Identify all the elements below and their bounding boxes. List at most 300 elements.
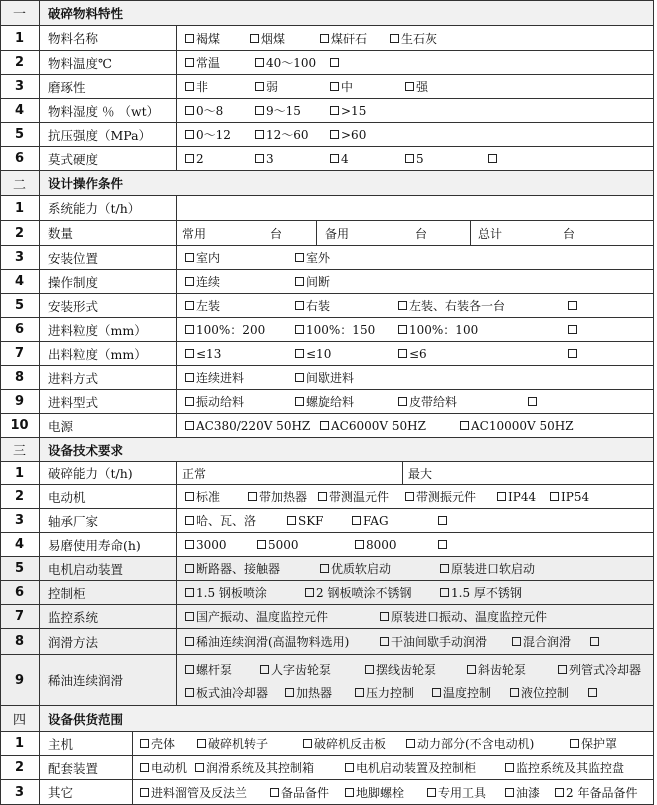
checkbox-icon[interactable] xyxy=(405,492,414,501)
option-checkbox[interactable] xyxy=(185,147,204,170)
checkbox-icon[interactable] xyxy=(185,154,194,163)
checkbox-icon[interactable] xyxy=(352,516,361,525)
checkbox-icon[interactable] xyxy=(285,688,294,697)
option-checkbox[interactable] xyxy=(185,26,220,50)
checkbox-icon[interactable] xyxy=(318,492,327,501)
option-checkbox[interactable] xyxy=(398,294,505,317)
column-divider xyxy=(176,147,177,170)
option-checkbox[interactable] xyxy=(438,509,449,532)
checkbox-icon[interactable] xyxy=(528,397,537,406)
option-label: 室内 xyxy=(196,251,221,265)
row-number: 3 xyxy=(0,509,40,532)
table-row xyxy=(0,366,654,390)
checkbox-icon[interactable] xyxy=(185,564,194,573)
row-number: 二 xyxy=(0,171,40,195)
checkbox-icon[interactable] xyxy=(295,373,304,382)
checkbox-icon[interactable] xyxy=(295,349,304,358)
checkbox-icon[interactable] xyxy=(185,349,194,358)
option-label: 40～100 xyxy=(266,56,317,70)
option-checkbox[interactable] xyxy=(255,99,301,122)
checkbox-icon[interactable] xyxy=(505,788,514,797)
option-checkbox[interactable] xyxy=(255,51,316,74)
checkbox-icon[interactable] xyxy=(255,130,264,139)
option-checkbox[interactable] xyxy=(438,533,449,556)
checkbox-icon[interactable] xyxy=(550,492,559,501)
checkbox-icon[interactable] xyxy=(185,665,194,674)
row-number: 1 xyxy=(0,462,40,484)
option-checkbox[interactable] xyxy=(185,557,280,580)
option-checkbox[interactable] xyxy=(406,732,534,755)
option-checkbox[interactable] xyxy=(303,732,386,755)
option-checkbox[interactable] xyxy=(185,605,328,628)
option-checkbox[interactable] xyxy=(590,629,601,654)
option-checkbox[interactable] xyxy=(497,485,536,508)
option-label: 连续进料 xyxy=(196,371,245,385)
option-checkbox[interactable] xyxy=(248,485,307,508)
checkbox-icon[interactable] xyxy=(405,154,414,163)
row-number: 1 xyxy=(0,26,40,50)
row-label: 进料方式 xyxy=(48,370,99,386)
checkbox-icon[interactable] xyxy=(185,612,194,621)
checkbox-icon[interactable] xyxy=(195,763,204,772)
checkbox-icon[interactable] xyxy=(405,82,414,91)
option-label: 油漆 xyxy=(516,785,541,800)
option-checkbox[interactable] xyxy=(330,51,341,74)
option-label: 室外 xyxy=(306,251,331,265)
table-row xyxy=(0,509,654,533)
option-checkbox[interactable] xyxy=(427,780,486,804)
option-checkbox[interactable] xyxy=(320,557,391,580)
checkbox-icon[interactable] xyxy=(427,788,436,797)
checkbox-icon[interactable] xyxy=(140,788,149,797)
row-number: 9 xyxy=(0,655,40,705)
checkbox-icon[interactable] xyxy=(185,540,194,549)
option-checkbox[interactable] xyxy=(185,294,220,317)
checkbox-icon[interactable] xyxy=(185,373,194,382)
option-checkbox[interactable] xyxy=(140,756,187,779)
option-checkbox[interactable] xyxy=(555,780,637,804)
table-row xyxy=(0,732,654,756)
row-label: 润滑方法 xyxy=(48,634,99,650)
column-divider xyxy=(176,123,177,146)
checkbox-icon[interactable] xyxy=(255,106,264,115)
row-label: 破碎物料特性 xyxy=(48,5,124,21)
option-checkbox[interactable] xyxy=(197,732,268,755)
row-number: 8 xyxy=(0,629,40,654)
option-checkbox[interactable] xyxy=(185,414,310,437)
checkbox-icon[interactable] xyxy=(185,106,194,115)
option-label: 润滑系统及其控制箱 xyxy=(206,761,315,775)
checkbox-icon[interactable] xyxy=(365,665,374,674)
checkbox-icon[interactable] xyxy=(330,130,339,139)
option-label: 螺旋给料 xyxy=(306,395,355,409)
checkbox-icon[interactable] xyxy=(398,349,407,358)
checkbox-icon[interactable] xyxy=(140,739,149,748)
column-divider xyxy=(176,342,177,365)
table-row xyxy=(0,294,654,318)
table-row xyxy=(0,390,654,414)
option-checkbox[interactable] xyxy=(285,680,332,704)
row-label: 其它 xyxy=(48,785,74,800)
option-label: 干油间歇手动润滑 xyxy=(391,635,488,649)
option-label: 弱 xyxy=(266,80,279,94)
row-number: 四 xyxy=(0,706,40,731)
option-checkbox[interactable] xyxy=(295,270,330,293)
checkbox-icon[interactable] xyxy=(510,688,519,697)
checkbox-icon[interactable] xyxy=(260,665,269,674)
option-label: 动力部分(不含电动机) xyxy=(417,737,535,751)
checkbox-icon[interactable] xyxy=(320,421,329,430)
checkbox-icon[interactable] xyxy=(568,325,577,334)
cell-text: 常用 xyxy=(182,226,207,241)
option-checkbox[interactable] xyxy=(320,26,367,50)
column-divider xyxy=(176,629,177,654)
checkbox-icon[interactable] xyxy=(590,637,599,646)
option-checkbox[interactable] xyxy=(185,246,220,269)
option-label: 非 xyxy=(196,80,209,94)
option-checkbox[interactable] xyxy=(295,366,354,389)
row-label: 主机 xyxy=(48,736,74,752)
option-checkbox[interactable] xyxy=(185,318,265,341)
option-checkbox[interactable] xyxy=(185,390,244,413)
column-divider xyxy=(176,270,177,293)
option-checkbox[interactable] xyxy=(195,756,314,779)
option-checkbox[interactable] xyxy=(295,390,354,413)
checkbox-icon[interactable] xyxy=(320,34,329,43)
option-checkbox[interactable] xyxy=(330,147,349,170)
table-row xyxy=(0,0,654,26)
option-label: 带加热器 xyxy=(259,490,308,504)
option-checkbox[interactable] xyxy=(257,533,299,556)
option-checkbox[interactable] xyxy=(318,485,389,508)
option-label: 0～8 xyxy=(196,104,224,118)
table-row xyxy=(0,51,654,75)
option-checkbox[interactable] xyxy=(467,657,526,681)
option-checkbox[interactable] xyxy=(568,342,579,365)
checkbox-icon[interactable] xyxy=(330,58,339,67)
option-checkbox[interactable] xyxy=(390,26,437,50)
option-label: 左装、右装各一台 xyxy=(409,299,506,313)
checkbox-icon[interactable] xyxy=(185,58,194,67)
option-label: 原装进口软启动 xyxy=(451,562,536,576)
option-checkbox[interactable] xyxy=(185,270,220,293)
checkbox-icon[interactable] xyxy=(250,34,259,43)
checkbox-icon[interactable] xyxy=(398,325,407,334)
checkbox-icon[interactable] xyxy=(355,688,364,697)
row-label: 磨琢性 xyxy=(48,79,86,95)
option-checkbox[interactable] xyxy=(558,657,641,681)
row-label: 设计操作条件 xyxy=(48,176,124,191)
option-checkbox[interactable] xyxy=(330,123,366,146)
column-divider xyxy=(176,509,177,532)
checkbox-icon[interactable] xyxy=(345,763,354,772)
row-number: 7 xyxy=(0,342,40,365)
option-checkbox[interactable] xyxy=(250,26,285,50)
checkbox-icon[interactable] xyxy=(497,492,506,501)
option-checkbox[interactable] xyxy=(185,680,268,704)
checkbox-icon[interactable] xyxy=(295,253,304,262)
table-row xyxy=(0,414,654,438)
table-row xyxy=(0,655,654,706)
row-number: 2 xyxy=(0,221,40,245)
checkbox-icon[interactable] xyxy=(185,397,194,406)
checkbox-icon[interactable] xyxy=(398,397,407,406)
checkbox-icon[interactable] xyxy=(568,301,577,310)
option-checkbox[interactable] xyxy=(355,533,397,556)
option-label: ≤10 xyxy=(306,346,332,361)
checkbox-icon[interactable] xyxy=(185,492,194,501)
option-checkbox[interactable] xyxy=(255,75,278,98)
column-divider xyxy=(176,26,177,50)
option-label: 温度控制 xyxy=(443,685,492,700)
row-number: 1 xyxy=(0,732,40,755)
option-checkbox[interactable] xyxy=(295,294,330,317)
option-checkbox[interactable] xyxy=(398,390,457,413)
option-checkbox[interactable] xyxy=(305,581,411,604)
row-number: 三 xyxy=(0,438,40,461)
option-label: 9～15 xyxy=(266,104,301,118)
option-checkbox[interactable] xyxy=(185,657,232,681)
checkbox-icon[interactable] xyxy=(185,325,194,334)
option-checkbox[interactable] xyxy=(185,123,231,146)
checkbox-icon[interactable] xyxy=(185,588,194,597)
checkbox-icon[interactable] xyxy=(295,325,304,334)
option-checkbox[interactable] xyxy=(355,680,414,704)
option-label: 备品备件 xyxy=(281,785,330,800)
checkbox-icon[interactable] xyxy=(248,492,257,501)
option-checkbox[interactable] xyxy=(185,485,220,508)
row-number: 6 xyxy=(0,581,40,604)
option-checkbox[interactable] xyxy=(510,680,569,704)
checkbox-icon[interactable] xyxy=(185,421,194,430)
checkbox-icon[interactable] xyxy=(438,540,447,549)
checkbox-icon[interactable] xyxy=(467,665,476,674)
option-checkbox[interactable] xyxy=(505,780,540,804)
checkbox-icon[interactable] xyxy=(398,301,407,310)
checkbox-icon[interactable] xyxy=(330,154,339,163)
checkbox-icon[interactable] xyxy=(185,277,194,286)
option-checkbox[interactable] xyxy=(345,756,476,779)
checkbox-icon[interactable] xyxy=(558,665,567,674)
checkbox-icon[interactable] xyxy=(320,564,329,573)
option-checkbox[interactable] xyxy=(398,318,478,341)
option-label: ≤13 xyxy=(196,346,222,361)
option-checkbox[interactable] xyxy=(185,342,221,365)
option-label: 3 xyxy=(266,151,274,166)
option-checkbox[interactable] xyxy=(405,75,428,98)
row-number: 5 xyxy=(0,557,40,580)
column-divider xyxy=(176,51,177,74)
checkbox-icon[interactable] xyxy=(440,564,449,573)
column-divider xyxy=(176,605,177,628)
checkbox-icon[interactable] xyxy=(287,516,296,525)
option-checkbox[interactable] xyxy=(568,294,579,317)
option-checkbox[interactable] xyxy=(505,756,624,779)
option-checkbox[interactable] xyxy=(185,75,208,98)
checkbox-icon[interactable] xyxy=(185,516,194,525)
row-number: 6 xyxy=(0,147,40,170)
table-row xyxy=(0,318,654,342)
table-row xyxy=(0,780,654,805)
option-checkbox[interactable] xyxy=(380,629,487,654)
checkbox-icon[interactable] xyxy=(185,82,194,91)
option-checkbox[interactable] xyxy=(185,99,223,122)
checkbox-icon[interactable] xyxy=(440,588,449,597)
checkbox-icon[interactable] xyxy=(197,739,206,748)
column-divider xyxy=(176,462,177,484)
cell-text: 台 xyxy=(415,226,428,241)
option-checkbox[interactable] xyxy=(488,147,499,170)
option-label: 专用工具 xyxy=(438,785,487,800)
checkbox-icon[interactable] xyxy=(185,34,194,43)
checkbox-icon[interactable] xyxy=(488,154,497,163)
checkbox-icon[interactable] xyxy=(406,739,415,748)
option-checkbox[interactable] xyxy=(295,246,330,269)
row-number: 3 xyxy=(0,246,40,269)
checkbox-icon[interactable] xyxy=(330,106,339,115)
option-checkbox[interactable] xyxy=(185,629,349,654)
checkbox-icon[interactable] xyxy=(257,540,266,549)
column-divider xyxy=(176,75,177,98)
option-label: 间断 xyxy=(306,275,331,289)
table-row xyxy=(0,581,654,605)
option-checkbox[interactable] xyxy=(550,485,589,508)
table-row xyxy=(0,26,654,51)
option-checkbox[interactable] xyxy=(295,318,375,341)
option-checkbox[interactable] xyxy=(270,780,329,804)
row-label: 控制柜 xyxy=(48,585,86,601)
checkbox-icon[interactable] xyxy=(255,154,264,163)
option-checkbox[interactable] xyxy=(320,414,426,437)
table-row xyxy=(0,123,654,147)
column-divider xyxy=(132,780,133,804)
checkbox-icon[interactable] xyxy=(295,397,304,406)
checkbox-icon[interactable] xyxy=(295,277,304,286)
option-label: 加热器 xyxy=(296,685,333,700)
table-row xyxy=(0,756,654,780)
checkbox-icon[interactable] xyxy=(330,82,339,91)
option-checkbox[interactable] xyxy=(460,414,574,437)
table-row xyxy=(0,196,654,221)
option-label: 0～12 xyxy=(196,128,231,142)
option-checkbox[interactable] xyxy=(255,123,309,146)
cell-text: 台 xyxy=(270,226,283,241)
checkbox-icon[interactable] xyxy=(305,588,314,597)
checkbox-icon[interactable] xyxy=(588,688,597,697)
column-divider xyxy=(176,533,177,556)
option-checkbox[interactable] xyxy=(440,557,535,580)
option-checkbox[interactable] xyxy=(255,147,274,170)
checkbox-icon[interactable] xyxy=(185,301,194,310)
checkbox-icon[interactable] xyxy=(438,516,447,525)
option-checkbox[interactable] xyxy=(140,780,247,804)
option-checkbox[interactable] xyxy=(185,581,267,604)
checkbox-icon[interactable] xyxy=(255,82,264,91)
checkbox-icon[interactable] xyxy=(355,540,364,549)
checkbox-icon[interactable] xyxy=(505,763,514,772)
checkbox-icon[interactable] xyxy=(390,34,399,43)
cell-text: 最大 xyxy=(408,466,433,481)
option-label: 地脚螺栓 xyxy=(356,785,405,800)
checkbox-icon[interactable] xyxy=(460,421,469,430)
option-checkbox[interactable] xyxy=(185,533,227,556)
option-checkbox[interactable] xyxy=(440,581,522,604)
option-checkbox[interactable] xyxy=(345,780,404,804)
checkbox-icon[interactable] xyxy=(303,739,312,748)
row-number: 8 xyxy=(0,366,40,389)
checkbox-icon[interactable] xyxy=(185,253,194,262)
option-checkbox[interactable] xyxy=(405,485,476,508)
option-checkbox[interactable] xyxy=(330,75,353,98)
option-checkbox[interactable] xyxy=(185,509,256,532)
option-checkbox[interactable] xyxy=(352,509,389,532)
option-label: 壳体 xyxy=(151,737,176,751)
checkbox-icon[interactable] xyxy=(185,688,194,697)
checkbox-icon[interactable] xyxy=(555,788,564,797)
checkbox-icon[interactable] xyxy=(432,688,441,697)
option-checkbox[interactable] xyxy=(287,509,324,532)
cell-text: 备用 xyxy=(325,226,350,241)
table-row xyxy=(0,485,654,509)
checkbox-icon[interactable] xyxy=(140,763,149,772)
table-row xyxy=(0,342,654,366)
checkbox-icon[interactable] xyxy=(185,130,194,139)
row-number: 2 xyxy=(0,756,40,779)
option-checkbox[interactable] xyxy=(185,51,220,74)
option-checkbox[interactable] xyxy=(330,99,366,122)
option-checkbox[interactable] xyxy=(588,680,599,704)
option-checkbox[interactable] xyxy=(398,342,427,365)
table-row xyxy=(0,99,654,123)
option-checkbox[interactable] xyxy=(380,605,547,628)
checkbox-icon[interactable] xyxy=(380,612,389,621)
row-label: 电源 xyxy=(48,418,74,434)
option-checkbox[interactable] xyxy=(568,318,579,341)
row-number: 2 xyxy=(0,485,40,508)
checkbox-icon[interactable] xyxy=(570,739,579,748)
row-number: 一 xyxy=(0,0,40,25)
table-row xyxy=(0,171,654,196)
table-row xyxy=(0,557,654,581)
option-checkbox[interactable] xyxy=(185,366,244,389)
column-divider xyxy=(132,756,133,779)
option-checkbox[interactable] xyxy=(260,657,331,681)
option-checkbox[interactable] xyxy=(405,147,424,170)
checkbox-icon[interactable] xyxy=(295,301,304,310)
checkbox-icon[interactable] xyxy=(270,788,279,797)
option-checkbox[interactable] xyxy=(512,629,571,654)
row-label: 电动机 xyxy=(48,489,86,505)
checkbox-icon[interactable] xyxy=(512,637,521,646)
column-divider xyxy=(132,732,133,755)
option-label: 板式油冷却器 xyxy=(196,685,269,700)
option-label: 振动给料 xyxy=(196,395,245,409)
checkbox-icon[interactable] xyxy=(345,788,354,797)
option-checkbox[interactable] xyxy=(570,732,617,755)
option-checkbox[interactable] xyxy=(140,732,175,755)
checkbox-icon[interactable] xyxy=(185,637,194,646)
checkbox-icon[interactable] xyxy=(568,349,577,358)
checkbox-icon[interactable] xyxy=(380,637,389,646)
option-checkbox[interactable] xyxy=(365,657,436,681)
option-label: ≤6 xyxy=(409,346,427,361)
row-number: 3 xyxy=(0,780,40,804)
option-checkbox[interactable] xyxy=(528,390,539,413)
option-checkbox[interactable] xyxy=(295,342,331,365)
checkbox-icon[interactable] xyxy=(255,58,264,67)
option-checkbox[interactable] xyxy=(432,680,491,704)
option-label: 8000 xyxy=(366,537,397,552)
